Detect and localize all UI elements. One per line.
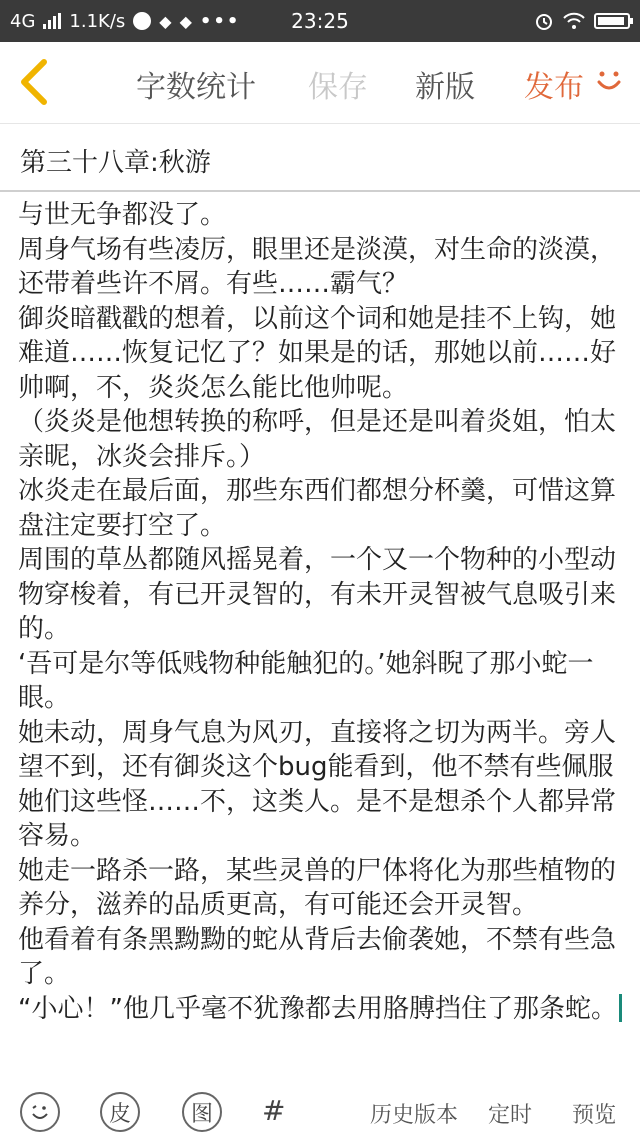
new-version-button[interactable]: 新版 <box>415 70 475 105</box>
wifi-icon <box>562 12 586 30</box>
qq-icon: ◆ <box>159 11 172 31</box>
save-button[interactable]: 保存 <box>308 70 368 105</box>
last-paragraph <box>18 992 624 1027</box>
battery-icon <box>594 13 630 29</box>
paragraph-text: “小心！”他几乎毫不犹豫都去用胳膊挡住了那条蛇。 <box>18 993 617 1024</box>
history-version-button[interactable]: 历史版本 <box>370 1103 459 1128</box>
image-button[interactable]: 图 <box>182 1092 222 1132</box>
paragraph: （炎炎是他想转换的称呼，但是还是叫着炎姐，怕太亲昵，冰炎会排斥。） <box>18 407 617 472</box>
emoji-icon <box>27 1099 53 1125</box>
signal-icon <box>43 13 61 29</box>
word-count-button[interactable]: 字数统计 <box>136 70 256 105</box>
alarm-icon <box>534 11 554 31</box>
more-notifications-icon: ••• <box>199 10 241 32</box>
chapter-title: 第三十八章:秋游 <box>20 148 211 178</box>
paragraph: 与世无争都没了。 <box>18 200 227 230</box>
schedule-button[interactable]: 定时 <box>488 1103 533 1128</box>
smile-icon <box>594 66 624 96</box>
paragraph: ‘吾可是尔等低贱物种能触犯的。’她斜睨了那小蛇一眼。 <box>18 648 594 713</box>
status-bar <box>0 0 640 42</box>
hashtag-button[interactable]: # <box>262 1094 286 1127</box>
status-left <box>10 11 240 32</box>
paragraph: 她未动，周身气息为风刃，直接将之切为两半。旁人望不到，还有御炎这个bug能看到，他不禁有些佩服她们这些怪……不，这类人。是不是想杀个人都异常容易。 <box>18 717 617 851</box>
status-time: 23:25 <box>291 9 349 33</box>
publish-button[interactable]: 发布 <box>524 70 584 105</box>
chapter-content-editor[interactable] <box>18 198 624 1086</box>
paragraph: 她走一路杀一路，某些灵兽的尸体将化为那些植物的养分，滋养的品质更高，有可能还会开灵智。 <box>18 855 617 920</box>
paragraph: 他看着有条黑黝黝的蛇从背后去偷袭她，不禁有些急了。 <box>18 924 617 989</box>
network-speed: 1.1K/s <box>69 10 126 32</box>
paragraph: 御炎暗戳戳的想着，以前这个词和她是挂不上钩，她难道……恢复记忆了？如果是的话，那她以前……好帅啊，不，炎炎怎么能比他帅呢。 <box>18 303 617 403</box>
status-right <box>534 11 630 31</box>
bottom-toolbar <box>0 1086 640 1138</box>
emoji-button[interactable] <box>20 1092 60 1132</box>
preview-button[interactable]: 预览 <box>572 1103 617 1128</box>
paragraph: 周围的草丛都随风摇晃着，一个又一个物种的小型动物穿梭着，有已开灵智的，有未开灵智被气息吸引来的。 <box>18 545 617 644</box>
network-type: 4G <box>10 10 36 32</box>
paragraph: 冰炎走在最后面，那些东西们都想分杯羹，可惜这算盘注定要打空了。 <box>18 476 617 541</box>
skin-button[interactable]: 皮 <box>100 1092 140 1132</box>
editor-toolbar <box>0 42 640 124</box>
qq-icon-2: ◆ <box>179 11 192 31</box>
chapter-title-field[interactable] <box>0 124 640 192</box>
app-notification-icon <box>133 12 151 30</box>
paragraph: 周身气场有些凌厉，眼里还是淡漠，对生命的淡漠，还带着些许不屑。有些……霸气？ <box>18 234 617 299</box>
back-chevron-icon[interactable] <box>14 58 54 106</box>
text-caret <box>619 994 622 1022</box>
